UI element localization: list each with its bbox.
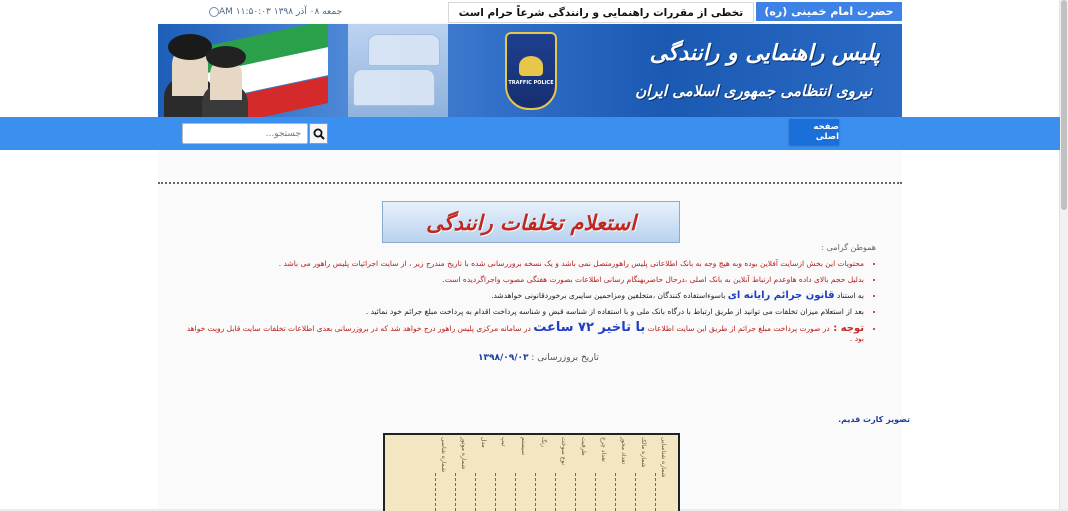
date-time	[204, 3, 342, 20]
notice-item: • بدلیل حجم بالای داده هاوعدم ارتباط آنلاین به بانک اصلی ،درحال حاضربهنگام رسانی اطلاعات بصورت هفتگی مصوب واجراگردیده است.	[186, 275, 864, 285]
old-vehicle-card-image: شماره شناسایی شماره مالک تعداد محور تعداد چرخ ظرفیت نوع سوخت رنگ سیستم تیپ مدل شماره موتور شماره شاسی	[383, 433, 680, 511]
notice-item: • به استناد قانون جرائم رایانه ای باسوءاستفاده کنندگان ،متخلفین ومزاحمین سایبری برخوردقانونی خواهدشد.	[186, 291, 864, 301]
search-icon	[313, 128, 325, 140]
notice-item: • محتویات این بخش ازسایت آفلاین بوده وبه هیچ وجه به بانک اطلاعاتی پلیس راهورمتصل نمی باشد و یک نسخه بروزرسانی شده با تاریخ مندرج زیر ، از سایت اجرائیات پلیس راهور می باشد .	[186, 259, 864, 269]
datetime-text: جمعه ۰۸ آذر ۱۳۹۸ ۱۱:۵۰:۰۳ AM	[219, 6, 343, 17]
search-button[interactable]	[309, 123, 328, 144]
imam-khomeini-tab[interactable]: حضرت امام خمینی (ره)	[756, 2, 902, 21]
top-strip	[158, 0, 902, 22]
clock-icon	[209, 7, 219, 17]
scrollbar-thumb[interactable]	[1061, 0, 1067, 210]
vertical-scrollbar[interactable]	[1059, 0, 1068, 509]
header-banner	[158, 24, 902, 117]
update-date: ۱۳۹۸/۰۹/۰۳	[478, 353, 529, 363]
notice-block	[186, 243, 876, 350]
greeting: هموطن گرامی :	[821, 243, 876, 252]
traffic-violation-inquiry-button[interactable]: استعلام تخلفات رانندگی	[382, 201, 680, 243]
update-label: تاریخ بروزرسانی :	[528, 353, 599, 363]
old-card-label: تصویر کارت قدیم.	[838, 415, 910, 424]
site-title: پلیس راهنمایی و رانندگی	[649, 40, 880, 66]
notice-item: • بعد از استعلام میزان تخلفات می توانید از طریق ارتباط با درگاه بانک ملی و با استفاده از شناسه قبض و شناسه پرداخت اقدام به پرداخت مبلغ جرائم خود نمائید .	[186, 307, 864, 317]
badge-label: TRAFFIC POLICE	[508, 80, 554, 86]
news-ticker: تخطی از مقررات راهنمایی و رانندگی شرعاً حرام است	[448, 2, 754, 23]
notice-list	[186, 259, 876, 344]
last-update	[478, 353, 599, 363]
home-button[interactable]: صفحه اصلی	[789, 119, 839, 145]
police-cars-image	[348, 24, 448, 117]
nav-bar	[0, 117, 1060, 150]
site-subtitle: نیروی انتظامی جمهوری اسلامی ایران	[635, 82, 872, 100]
traffic-police-badge-icon	[505, 32, 557, 110]
search-input[interactable]	[182, 123, 308, 144]
notice-item: • توجه : در صورت پرداخت مبلغ جرائم از طریق این سایت اطلاعات با تاخیر ۷۲ ساعت در سامانه مرکزی پلیس راهور درج خواهد شد که در بروزرسانی بعدی اطلاعات تخلفات سایت قابل رویت خواهد بود .	[186, 323, 864, 344]
cyber-crime-law-link[interactable]: قانون جرائم رایانه ای	[727, 290, 835, 301]
dotted-divider	[158, 182, 902, 184]
